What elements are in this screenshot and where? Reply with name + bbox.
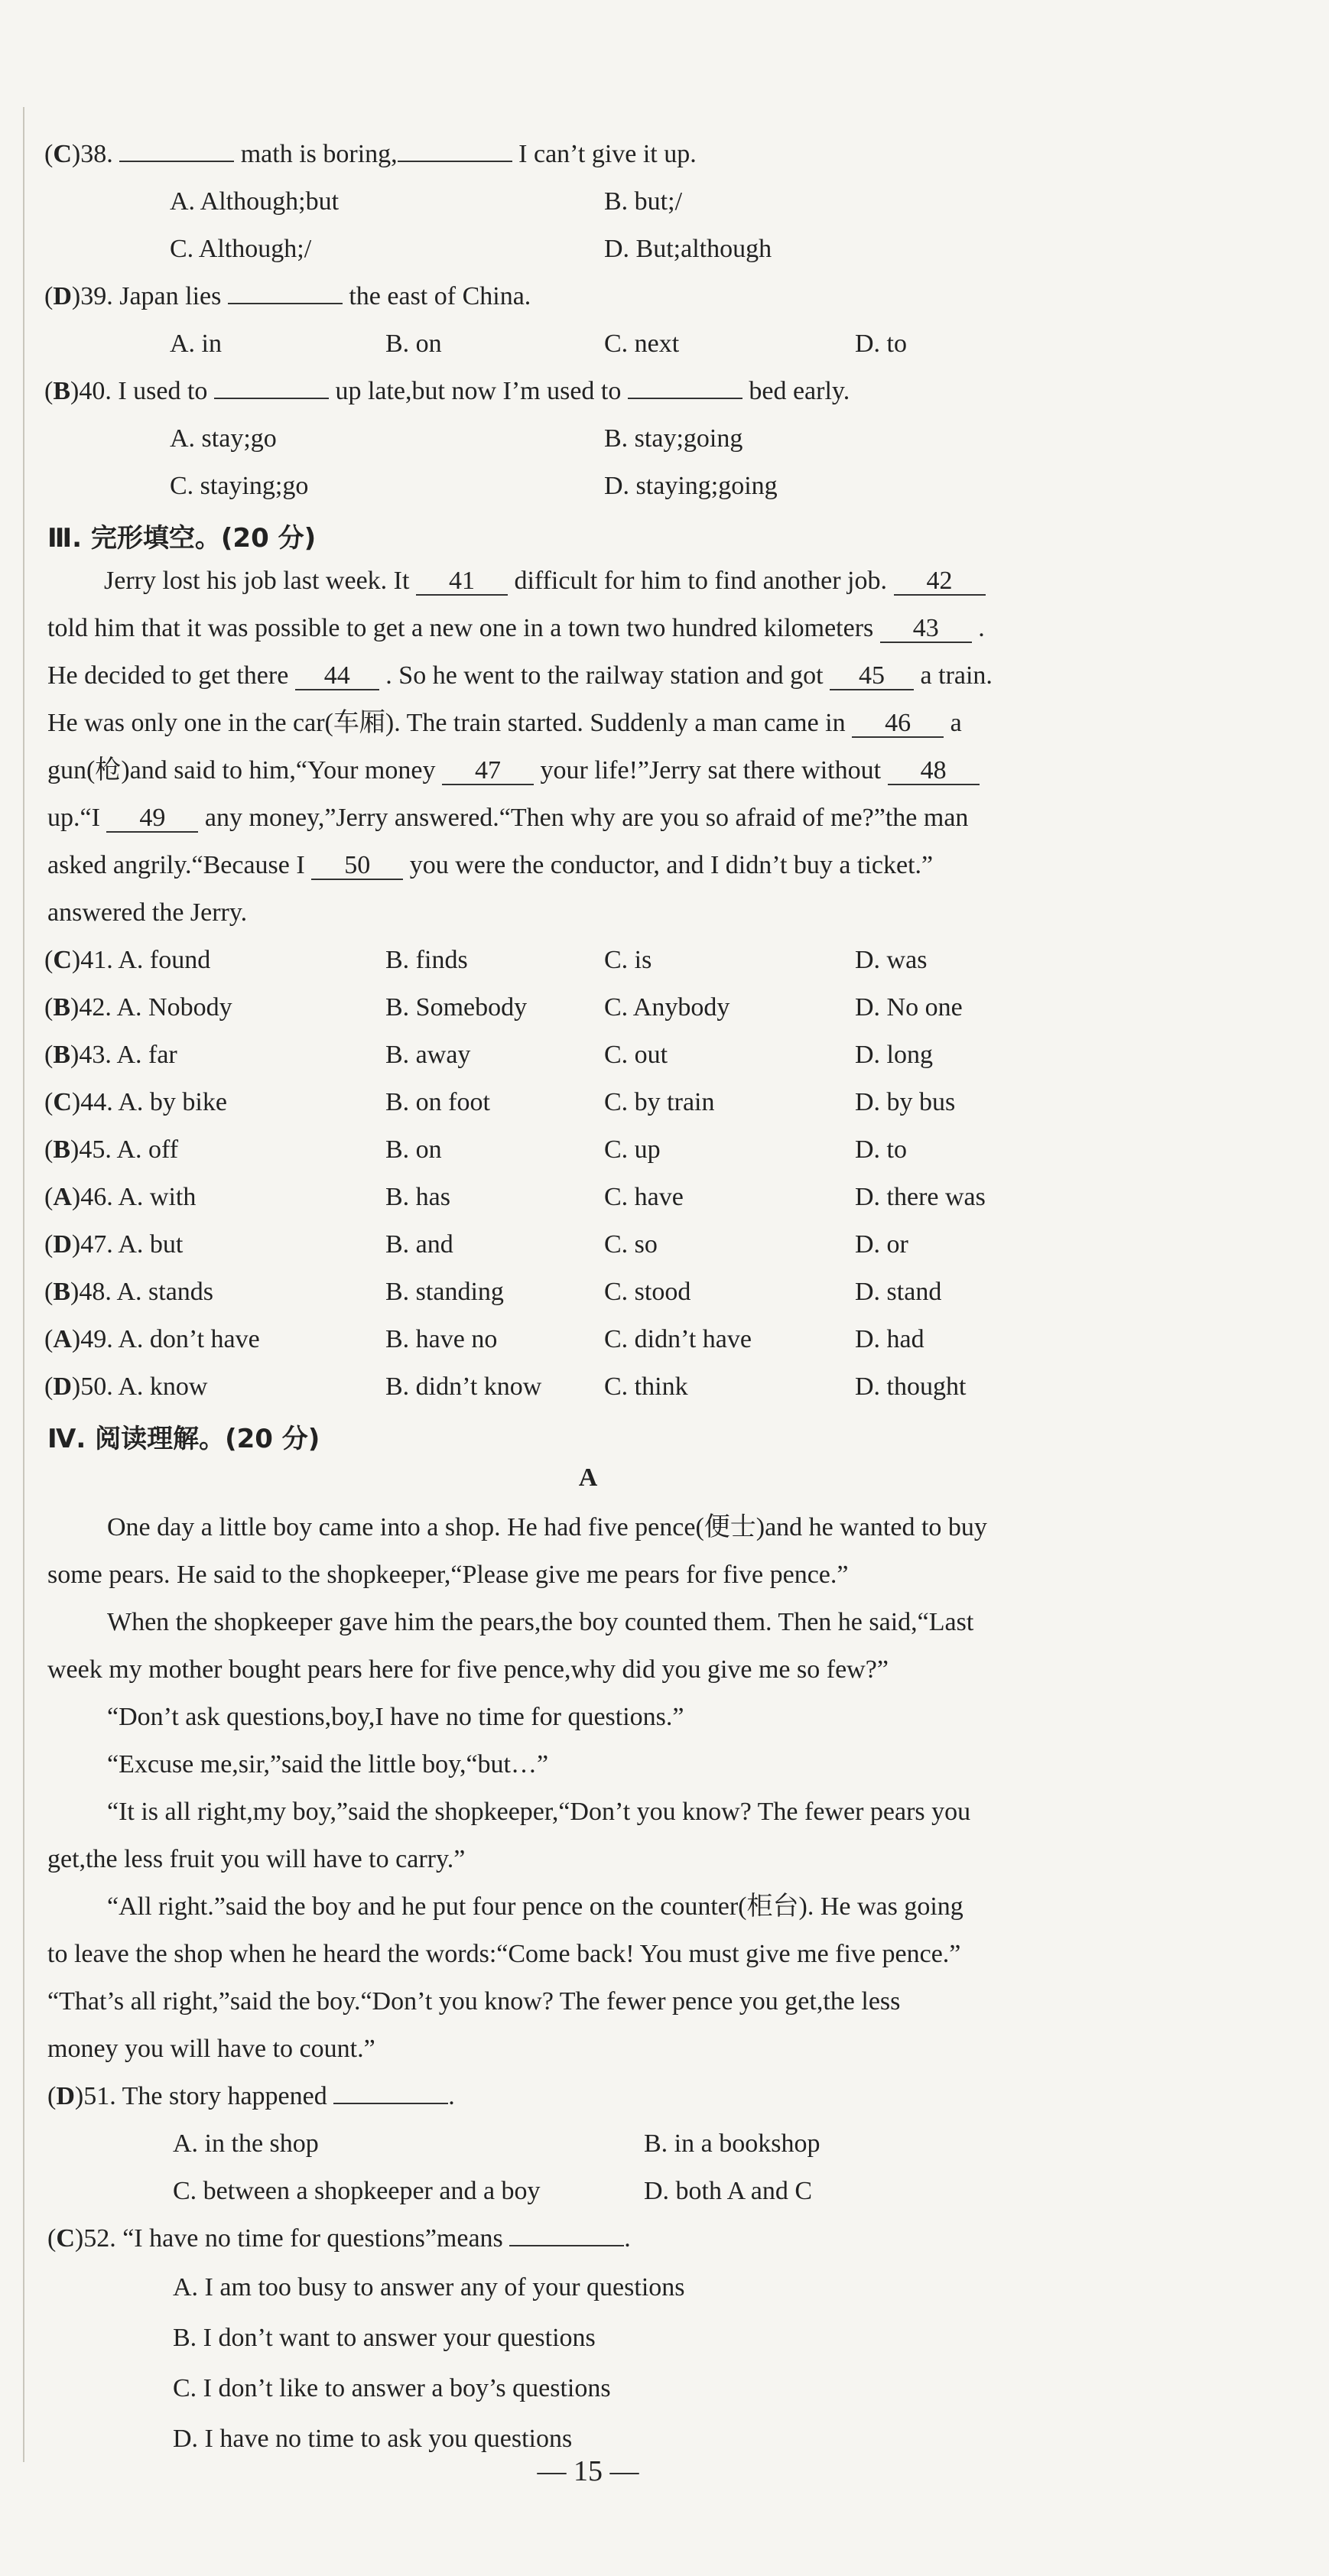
cloze-question: (D)50. A. know	[44, 1372, 208, 1401]
cloze-question: (C)44. A. by bike	[44, 1088, 227, 1116]
passage-line: “That’s all right,”said the boy.“Don’t you know? The fewer pence you get,the less	[47, 1987, 901, 2016]
cloze-line: He was only one in the car(车厢). The train started. Suddenly a man came in 46 a	[47, 709, 962, 737]
answer-blank	[509, 2222, 624, 2246]
option: C. Anybody	[604, 993, 730, 1022]
answer-mark: D	[53, 282, 72, 310]
passage-line: get,the less fruit you will have to carry.”	[47, 1845, 466, 1873]
option: C. I don’t like to answer a boy’s questions	[173, 2374, 611, 2402]
option: C. think	[604, 1372, 688, 1401]
passage-line: “It is all right,my boy,”said the shopkeeper,“Don’t you know? The fewer pears you	[107, 1798, 971, 1826]
option: D. had	[855, 1325, 924, 1353]
question-38: (C)38. math is boring, I can’t give it up.	[44, 138, 697, 171]
option: D. stand	[855, 1278, 942, 1306]
passage-line: One day a little boy came into a shop. He had five pence(便士)and he wanted to buy	[107, 1513, 987, 1541]
cloze-line: He decided to get there 44 . So he went to the railway station and got 45 a train.	[47, 661, 993, 690]
option: B. stay;going	[604, 424, 743, 453]
option: B. standing	[385, 1278, 504, 1306]
option: C. next	[604, 330, 680, 358]
option: D. thought	[855, 1372, 967, 1401]
option: D. long	[855, 1041, 933, 1069]
answer-blank	[333, 2080, 448, 2104]
option: C. is	[604, 946, 652, 974]
option: D. No one	[855, 993, 963, 1022]
section-4-heading: Ⅳ. 阅读理解。(20 分)	[47, 1424, 320, 1454]
cloze-line: asked angrily.“Because I 50 you were the conductor, and I didn’t buy a ticket.”	[47, 851, 934, 879]
option: B. on foot	[385, 1088, 490, 1116]
cloze-question: (B)48. A. stands	[44, 1278, 214, 1306]
option: C. out	[604, 1041, 668, 1069]
option: D. But;although	[604, 235, 772, 263]
option: C. up	[604, 1135, 661, 1164]
passage-line: “All right.”said the boy and he put four pence on the counter(柜台). He was going	[107, 1892, 963, 1921]
answer-blank	[398, 138, 512, 162]
answer-blank	[214, 375, 329, 399]
answer-mark: B	[53, 377, 71, 405]
option: C. staying;go	[170, 472, 309, 500]
question-40: (B)40. I used to up late,but now I’m used to bed early.	[44, 375, 850, 408]
answer-mark: D	[56, 2082, 75, 2110]
option: D. there was	[855, 1183, 986, 1211]
option: B. and	[385, 1230, 453, 1259]
cloze-question: (B)43. A. far	[44, 1041, 177, 1069]
question-39: (D)39. Japan lies the east of China.	[44, 280, 531, 313]
question-52: (C)52. “I have no time for questions”means .	[47, 2222, 631, 2256]
option: D. both A and C	[644, 2177, 813, 2205]
cloze-question: (A)46. A. with	[44, 1183, 197, 1211]
passage-line: week my mother bought pears here for five pence,why did you give me so few?”	[47, 1655, 889, 1684]
option: A. stay;go	[170, 424, 277, 453]
option: B. in a bookshop	[644, 2129, 820, 2158]
option: C. so	[604, 1230, 658, 1259]
passage-line: When the shopkeeper gave him the pears,the boy counted them. Then he said,“Last	[107, 1608, 974, 1636]
answer-mark: C	[53, 140, 72, 168]
cloze-question: (C)41. A. found	[44, 946, 211, 974]
option: A. in	[170, 330, 222, 358]
option: D. or	[855, 1230, 908, 1259]
option: C. between a shopkeeper and a boy	[173, 2177, 541, 2205]
passage-line: “Don’t ask questions,boy,I have no time for questions.”	[107, 1703, 684, 1731]
option: C. have	[604, 1183, 684, 1211]
option: B. has	[385, 1183, 450, 1211]
cloze-question: (A)49. A. don’t have	[44, 1325, 260, 1353]
option: D. by bus	[855, 1088, 956, 1116]
cloze-line: up.“I 49 any money,”Jerry answered.“Then why are you so afraid of me?”the man	[47, 804, 969, 832]
option: D. I have no time to ask you questions	[173, 2425, 573, 2453]
passage-title: A	[578, 1463, 598, 1492]
passage-line: “Excuse me,sir,”said the little boy,“but…”	[107, 1750, 549, 1779]
option: B. finds	[385, 946, 468, 974]
passage-line: some pears. He said to the shopkeeper,“Please give me pears for five pence.”	[47, 1561, 849, 1589]
answer-mark: C	[56, 2224, 75, 2253]
option: D. staying;going	[604, 472, 778, 500]
question-51: (D)51. The story happened .	[47, 2080, 455, 2113]
option: A. Although;but	[170, 187, 340, 216]
passage-line: money you will have to count.”	[47, 2035, 375, 2063]
answer-blank	[628, 375, 742, 399]
option: B. I don’t want to answer your questions	[173, 2324, 596, 2352]
option: D. to	[855, 1135, 907, 1164]
option: A. in the shop	[173, 2129, 319, 2158]
option: C. by train	[604, 1088, 715, 1116]
passage-line: to leave the shop when he heard the words:“Come back! You must give me five pence.”	[47, 1940, 961, 1968]
margin-line	[23, 107, 24, 2462]
cloze-question: (B)45. A. off	[44, 1135, 179, 1164]
option: B. Somebody	[385, 993, 528, 1022]
option: C. didn’t have	[604, 1325, 752, 1353]
cloze-line: told him that it was possible to get a new one in a town two hundred kilometers 43 .	[47, 614, 985, 642]
cloze-question: (B)42. A. Nobody	[44, 993, 232, 1022]
option: D. to	[855, 330, 907, 358]
option: A. I am too busy to answer any of your questions	[173, 2273, 685, 2302]
option: B. on	[385, 1135, 442, 1164]
cloze-line: Jerry lost his job last week. It 41 difficult for him to find another job. 42	[104, 564, 986, 598]
section-3-heading: Ⅲ. 完形填空。(20 分)	[47, 523, 317, 554]
option: B. have no	[385, 1325, 498, 1353]
option: B. didn’t know	[385, 1372, 542, 1401]
option: B. on	[385, 330, 442, 358]
answer-blank	[119, 138, 234, 162]
option: D. was	[855, 946, 928, 974]
answer-blank	[228, 280, 343, 304]
option: B. but;/	[604, 187, 683, 216]
cloze-line: answered the Jerry.	[47, 898, 248, 927]
option: B. away	[385, 1041, 471, 1069]
option: C. Although;/	[170, 235, 312, 263]
option: C. stood	[604, 1278, 691, 1306]
page-number: — 15 —	[537, 2455, 639, 2487]
cloze-question: (D)47. A. but	[44, 1230, 184, 1259]
cloze-line: gun(枪)and said to him,“Your money 47 your life!”Jerry sat there without 48	[47, 754, 980, 788]
